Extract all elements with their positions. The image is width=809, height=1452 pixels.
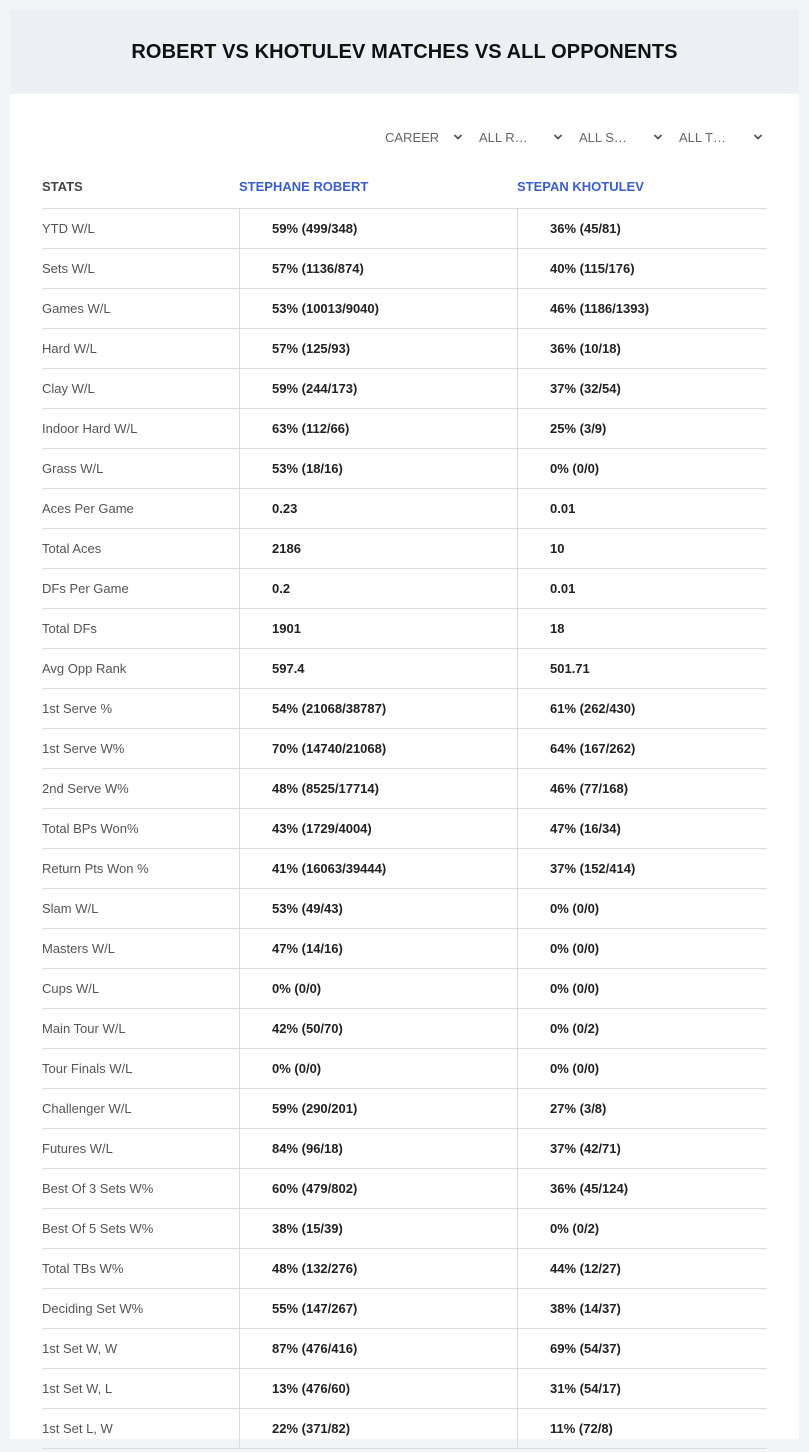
player2-value: 69% (54/37) bbox=[517, 1329, 767, 1368]
player1-value: 63% (112/66) bbox=[239, 409, 517, 448]
filter-round-select[interactable] bbox=[479, 128, 565, 146]
player1-value: 38% (15/39) bbox=[239, 1209, 517, 1248]
stat-label: Futures W/L bbox=[42, 1141, 113, 1156]
table-row bbox=[42, 729, 767, 769]
table-row bbox=[42, 649, 767, 689]
stat-label: Best Of 5 Sets W% bbox=[42, 1221, 154, 1236]
player1-value: 59% (499/348) bbox=[239, 209, 517, 248]
player2-value: 0% (0/2) bbox=[517, 1009, 767, 1048]
player1-value: 0% (0/0) bbox=[239, 969, 517, 1008]
player2-value: 0% (0/0) bbox=[517, 969, 767, 1008]
player2-value: 37% (32/54) bbox=[517, 369, 767, 408]
player1-value: 55% (147/267) bbox=[239, 1289, 517, 1328]
table-row bbox=[42, 929, 767, 969]
player2-value: 0% (0/0) bbox=[517, 1049, 767, 1088]
player1-value: 70% (14740/21068) bbox=[239, 729, 517, 768]
player1-value: 53% (18/16) bbox=[239, 449, 517, 488]
player1-value: 59% (244/173) bbox=[239, 369, 517, 408]
player2-value: 501.71 bbox=[517, 649, 767, 688]
table-row bbox=[42, 849, 767, 889]
table-row bbox=[42, 529, 767, 569]
filter-label: ALL S… bbox=[579, 129, 627, 145]
stat-label: 1st Serve W% bbox=[42, 741, 125, 756]
stat-label: Masters W/L bbox=[42, 941, 115, 956]
stat-label: Challenger W/L bbox=[42, 1101, 132, 1116]
stat-label: Aces Per Game bbox=[42, 501, 134, 516]
stats-table bbox=[42, 164, 767, 1449]
table-row bbox=[42, 769, 767, 809]
player1-value: 54% (21068/38787) bbox=[239, 689, 517, 728]
player1-value: 60% (479/802) bbox=[239, 1169, 517, 1208]
stat-label: Hard W/L bbox=[42, 341, 97, 356]
player1-value: 41% (16063/39444) bbox=[239, 849, 517, 888]
player2-value: 37% (152/414) bbox=[517, 849, 767, 888]
player1-value: 597.4 bbox=[239, 649, 517, 688]
player1-value: 47% (14/16) bbox=[239, 929, 517, 968]
stat-label: Clay W/L bbox=[42, 381, 95, 396]
page-title: ROBERT VS KHOTULEV MATCHES VS ALL OPPONENTS bbox=[131, 40, 678, 63]
card-header bbox=[10, 10, 799, 94]
table-row bbox=[42, 1289, 767, 1329]
player2-value: 10 bbox=[517, 529, 767, 568]
player2-value: 46% (77/168) bbox=[517, 769, 767, 808]
player1-value: 53% (10013/9040) bbox=[239, 289, 517, 328]
stat-label: 1st Set W, L bbox=[42, 1381, 113, 1396]
player2-value: 36% (45/124) bbox=[517, 1169, 767, 1208]
player1-value: 0.23 bbox=[239, 489, 517, 528]
chevron-down-icon bbox=[453, 132, 463, 142]
table-row bbox=[42, 1249, 767, 1289]
stat-label: Sets W/L bbox=[42, 261, 95, 276]
player2-value: 18 bbox=[517, 609, 767, 648]
table-row bbox=[42, 1209, 767, 1249]
stat-label: Total Aces bbox=[42, 541, 102, 556]
table-row bbox=[42, 1409, 767, 1449]
table-row bbox=[42, 329, 767, 369]
player1-value: 22% (371/82) bbox=[239, 1409, 517, 1448]
table-header bbox=[42, 164, 767, 209]
stat-label: Total BPs Won% bbox=[42, 821, 139, 836]
table-row bbox=[42, 689, 767, 729]
stat-label: Games W/L bbox=[42, 301, 111, 316]
player1-value: 48% (132/276) bbox=[239, 1249, 517, 1288]
table-row bbox=[42, 289, 767, 329]
table-row bbox=[42, 569, 767, 609]
stat-label: 1st Set L, W bbox=[42, 1421, 113, 1436]
table-row bbox=[42, 1049, 767, 1089]
stat-label: Main Tour W/L bbox=[42, 1021, 126, 1036]
table-row bbox=[42, 1129, 767, 1169]
stat-label: Best Of 3 Sets W% bbox=[42, 1181, 154, 1196]
table-row bbox=[42, 489, 767, 529]
player2-value: 37% (42/71) bbox=[517, 1129, 767, 1168]
table-row bbox=[42, 969, 767, 1009]
stat-label: Total DFs bbox=[42, 621, 97, 636]
table-row bbox=[42, 449, 767, 489]
stat-label: DFs Per Game bbox=[42, 581, 129, 596]
table-row bbox=[42, 889, 767, 929]
player1-value: 53% (49/43) bbox=[239, 889, 517, 928]
player2-value: 0% (0/2) bbox=[517, 1209, 767, 1248]
stat-label: Slam W/L bbox=[42, 901, 99, 916]
player1-value: 13% (476/60) bbox=[239, 1369, 517, 1408]
player2-value: 27% (3/8) bbox=[517, 1089, 767, 1128]
player2-value: 36% (45/81) bbox=[517, 209, 767, 248]
filter-label: ALL T… bbox=[679, 129, 726, 145]
player2-value: 0.01 bbox=[517, 569, 767, 608]
table-row bbox=[42, 369, 767, 409]
table-row bbox=[42, 409, 767, 449]
player1-value: 1901 bbox=[239, 609, 517, 648]
stat-label: 2nd Serve W% bbox=[42, 781, 129, 796]
player2-value: 0% (0/0) bbox=[517, 929, 767, 968]
filter-period-select[interactable] bbox=[385, 128, 465, 146]
filter-label: CAREER bbox=[385, 129, 440, 145]
player2-value: 46% (1186/1393) bbox=[517, 289, 767, 328]
table-row bbox=[42, 1009, 767, 1049]
filter-tournament-select[interactable] bbox=[679, 128, 765, 146]
player1-value: 0.2 bbox=[239, 569, 517, 608]
player1-value: 57% (125/93) bbox=[239, 329, 517, 368]
player1-value: 48% (8525/17714) bbox=[239, 769, 517, 808]
stat-label: 1st Serve % bbox=[42, 701, 113, 716]
stats-card bbox=[10, 10, 799, 1439]
stat-label: Cups W/L bbox=[42, 981, 100, 996]
player2-value: 31% (54/17) bbox=[517, 1369, 767, 1408]
column-header-stats: STATS bbox=[42, 178, 83, 194]
table-row bbox=[42, 609, 767, 649]
player2-value: 0.01 bbox=[517, 489, 767, 528]
player1-value: 57% (1136/874) bbox=[239, 249, 517, 288]
stat-label: Tour Finals W/L bbox=[42, 1061, 133, 1076]
filter-bar bbox=[385, 128, 765, 146]
stat-label: Deciding Set W% bbox=[42, 1301, 144, 1316]
table-row bbox=[42, 209, 767, 249]
player2-value: 0% (0/0) bbox=[517, 889, 767, 928]
chevron-down-icon bbox=[753, 132, 763, 142]
stat-label: Return Pts Won % bbox=[42, 861, 149, 876]
player2-value: 44% (12/27) bbox=[517, 1249, 767, 1288]
stat-label: Grass W/L bbox=[42, 461, 104, 476]
chevron-down-icon bbox=[653, 132, 663, 142]
player2-value: 36% (10/18) bbox=[517, 329, 767, 368]
table-row bbox=[42, 1169, 767, 1209]
player2-value: 40% (115/176) bbox=[517, 249, 767, 288]
stat-label: YTD W/L bbox=[42, 221, 95, 236]
filter-label: ALL R… bbox=[479, 129, 528, 145]
player1-value: 84% (96/18) bbox=[239, 1129, 517, 1168]
table-row bbox=[42, 1329, 767, 1369]
stat-label: Indoor Hard W/L bbox=[42, 421, 138, 436]
player1-value: 42% (50/70) bbox=[239, 1009, 517, 1048]
table-row bbox=[42, 249, 767, 289]
table-row bbox=[42, 1369, 767, 1409]
column-header-player2[interactable]: STEPAN KHOTULEV bbox=[517, 178, 644, 194]
stat-label: Total TBs W% bbox=[42, 1261, 124, 1276]
player1-value: 87% (476/416) bbox=[239, 1329, 517, 1368]
stat-label: 1st Set W, W bbox=[42, 1341, 118, 1356]
player2-value: 11% (72/8) bbox=[517, 1409, 767, 1448]
stat-label: Avg Opp Rank bbox=[42, 661, 127, 676]
player2-value: 47% (16/34) bbox=[517, 809, 767, 848]
player2-value: 38% (14/37) bbox=[517, 1289, 767, 1328]
player1-value: 2186 bbox=[239, 529, 517, 568]
player1-value: 43% (1729/4004) bbox=[239, 809, 517, 848]
player2-value: 0% (0/0) bbox=[517, 449, 767, 488]
player1-value: 0% (0/0) bbox=[239, 1049, 517, 1088]
player2-value: 25% (3/9) bbox=[517, 409, 767, 448]
player1-value: 59% (290/201) bbox=[239, 1089, 517, 1128]
table-body bbox=[42, 209, 767, 1449]
player2-value: 64% (167/262) bbox=[517, 729, 767, 768]
column-header-player1[interactable]: STEPHANE ROBERT bbox=[239, 178, 369, 194]
player2-value: 61% (262/430) bbox=[517, 689, 767, 728]
table-row bbox=[42, 809, 767, 849]
table-row bbox=[42, 1089, 767, 1129]
chevron-down-icon bbox=[553, 132, 563, 142]
filter-surface-select[interactable] bbox=[579, 128, 665, 146]
